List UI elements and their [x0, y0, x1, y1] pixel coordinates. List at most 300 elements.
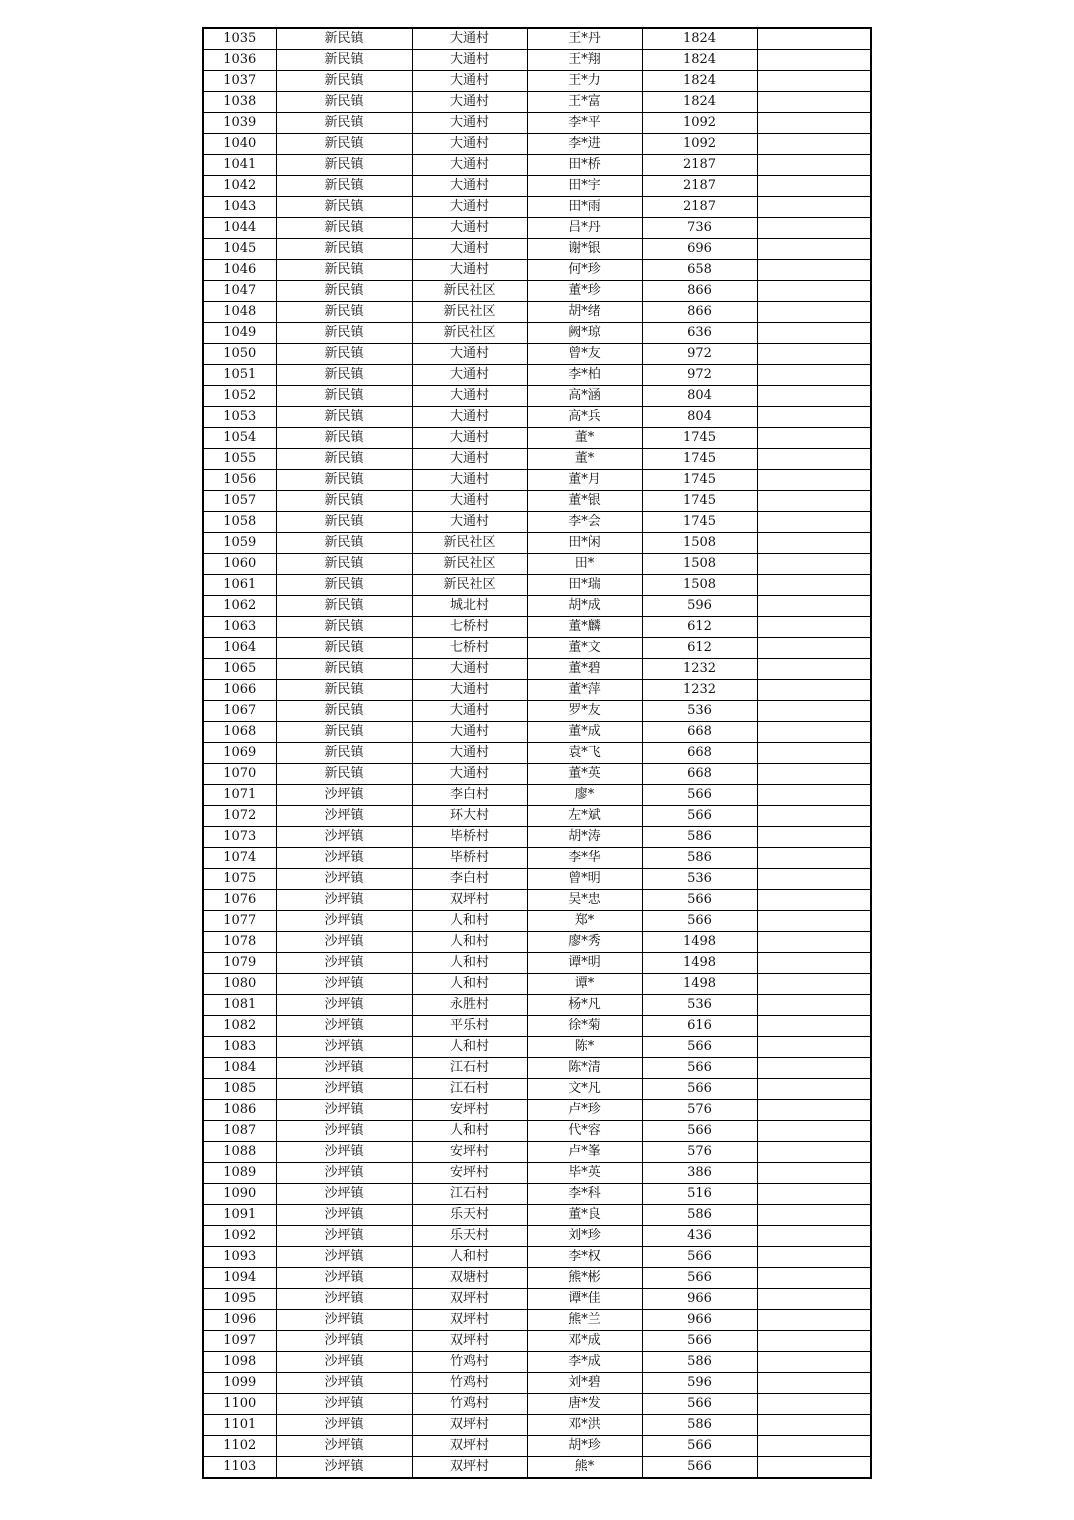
amount-cell: 586	[642, 1415, 757, 1436]
remark-cell	[757, 1436, 871, 1457]
table-row	[203, 344, 871, 365]
name-cell: 王*富	[527, 92, 642, 113]
town-cell: 新民镇	[276, 659, 412, 680]
serial-number-cell: 1041	[203, 155, 276, 176]
name-cell: 吕*丹	[527, 218, 642, 239]
village-cell: 大通村	[412, 386, 527, 407]
town-cell: 新民镇	[276, 722, 412, 743]
remark-cell	[757, 491, 871, 512]
town-cell: 沙坪镇	[276, 1331, 412, 1352]
serial-number-cell: 1053	[203, 407, 276, 428]
amount-cell: 1745	[642, 491, 757, 512]
town-cell: 新民镇	[276, 596, 412, 617]
serial-number-cell: 1036	[203, 50, 276, 71]
table-row	[203, 764, 871, 785]
serial-number-cell: 1057	[203, 491, 276, 512]
town-cell: 沙坪镇	[276, 806, 412, 827]
table-row	[203, 974, 871, 995]
village-cell: 七桥村	[412, 638, 527, 659]
name-cell: 吴*忠	[527, 890, 642, 911]
amount-cell: 576	[642, 1142, 757, 1163]
amount-cell: 866	[642, 302, 757, 323]
remark-cell	[757, 1289, 871, 1310]
table-row	[203, 701, 871, 722]
amount-cell: 966	[642, 1289, 757, 1310]
table-row	[203, 302, 871, 323]
town-cell: 新民镇	[276, 407, 412, 428]
amount-cell: 586	[642, 1352, 757, 1373]
town-cell: 新民镇	[276, 533, 412, 554]
remark-cell	[757, 953, 871, 974]
remark-cell	[757, 1331, 871, 1352]
table-row	[203, 1205, 871, 1226]
name-cell: 罗*友	[527, 701, 642, 722]
name-cell: 董*月	[527, 470, 642, 491]
table-row	[203, 1289, 871, 1310]
amount-cell: 566	[642, 1436, 757, 1457]
serial-number-cell: 1069	[203, 743, 276, 764]
table-row	[203, 1331, 871, 1352]
serial-number-cell: 1042	[203, 176, 276, 197]
town-cell: 新民镇	[276, 50, 412, 71]
amount-cell: 636	[642, 323, 757, 344]
name-cell: 董*	[527, 449, 642, 470]
name-cell: 陈*清	[527, 1058, 642, 1079]
village-cell: 江石村	[412, 1079, 527, 1100]
serial-number-cell: 1043	[203, 197, 276, 218]
amount-cell: 866	[642, 281, 757, 302]
name-cell: 熊*	[527, 1457, 642, 1479]
remark-cell	[757, 323, 871, 344]
serial-number-cell: 1076	[203, 890, 276, 911]
town-cell: 新民镇	[276, 28, 412, 50]
village-cell: 乐天村	[412, 1226, 527, 1247]
table-row	[203, 848, 871, 869]
village-cell: 人和村	[412, 1121, 527, 1142]
table-row	[203, 197, 871, 218]
serial-number-cell: 1101	[203, 1415, 276, 1436]
village-cell: 双坪村	[412, 1457, 527, 1479]
remark-cell	[757, 71, 871, 92]
village-cell: 大通村	[412, 218, 527, 239]
town-cell: 沙坪镇	[276, 1205, 412, 1226]
town-cell: 沙坪镇	[276, 1394, 412, 1415]
town-cell: 新民镇	[276, 743, 412, 764]
town-cell: 沙坪镇	[276, 1310, 412, 1331]
serial-number-cell: 1070	[203, 764, 276, 785]
remark-cell	[757, 1310, 871, 1331]
town-cell: 新民镇	[276, 386, 412, 407]
amount-cell: 566	[642, 1121, 757, 1142]
name-cell: 谭*明	[527, 953, 642, 974]
name-cell: 王*丹	[527, 28, 642, 50]
remark-cell	[757, 1247, 871, 1268]
town-cell: 新民镇	[276, 113, 412, 134]
name-cell: 田*	[527, 554, 642, 575]
remark-cell	[757, 1016, 871, 1037]
serial-number-cell: 1035	[203, 28, 276, 50]
village-cell: 江石村	[412, 1058, 527, 1079]
amount-cell: 566	[642, 1079, 757, 1100]
village-cell: 大通村	[412, 176, 527, 197]
serial-number-cell: 1040	[203, 134, 276, 155]
village-cell: 安坪村	[412, 1100, 527, 1121]
amount-cell: 612	[642, 638, 757, 659]
name-cell: 李*进	[527, 134, 642, 155]
amount-cell: 658	[642, 260, 757, 281]
serial-number-cell: 1049	[203, 323, 276, 344]
village-cell: 大通村	[412, 113, 527, 134]
village-cell: 竹鸡村	[412, 1352, 527, 1373]
amount-cell: 566	[642, 785, 757, 806]
amount-cell: 668	[642, 743, 757, 764]
village-cell: 双坪村	[412, 1436, 527, 1457]
village-cell: 双坪村	[412, 1331, 527, 1352]
town-cell: 新民镇	[276, 134, 412, 155]
remark-cell	[757, 155, 871, 176]
name-cell: 董*麟	[527, 617, 642, 638]
name-cell: 熊*彬	[527, 1268, 642, 1289]
village-cell: 七桥村	[412, 617, 527, 638]
name-cell: 文*凡	[527, 1079, 642, 1100]
table-row	[203, 323, 871, 344]
remark-cell	[757, 428, 871, 449]
remark-cell	[757, 92, 871, 113]
remark-cell	[757, 386, 871, 407]
village-cell: 新民社区	[412, 302, 527, 323]
amount-cell: 1824	[642, 28, 757, 50]
name-cell: 邓*成	[527, 1331, 642, 1352]
remark-cell	[757, 827, 871, 848]
amount-cell: 966	[642, 1310, 757, 1331]
serial-number-cell: 1097	[203, 1331, 276, 1352]
table-row	[203, 1457, 871, 1479]
village-cell: 新民社区	[412, 281, 527, 302]
serial-number-cell: 1094	[203, 1268, 276, 1289]
serial-number-cell: 1050	[203, 344, 276, 365]
village-cell: 大通村	[412, 470, 527, 491]
remark-cell	[757, 197, 871, 218]
serial-number-cell: 1074	[203, 848, 276, 869]
amount-cell: 1498	[642, 953, 757, 974]
town-cell: 沙坪镇	[276, 1163, 412, 1184]
village-cell: 竹鸡村	[412, 1394, 527, 1415]
village-cell: 大通村	[412, 239, 527, 260]
amount-cell: 1498	[642, 932, 757, 953]
village-cell: 新民社区	[412, 575, 527, 596]
amount-cell: 536	[642, 869, 757, 890]
amount-cell: 2187	[642, 155, 757, 176]
amount-cell: 1745	[642, 512, 757, 533]
town-cell: 沙坪镇	[276, 785, 412, 806]
village-cell: 大通村	[412, 155, 527, 176]
serial-number-cell: 1090	[203, 1184, 276, 1205]
serial-number-cell: 1083	[203, 1037, 276, 1058]
town-cell: 新民镇	[276, 470, 412, 491]
amount-cell: 736	[642, 218, 757, 239]
town-cell: 沙坪镇	[276, 1373, 412, 1394]
serial-number-cell: 1058	[203, 512, 276, 533]
town-cell: 沙坪镇	[276, 1058, 412, 1079]
name-cell: 郑*	[527, 911, 642, 932]
town-cell: 新民镇	[276, 197, 412, 218]
name-cell: 何*珍	[527, 260, 642, 281]
amount-cell: 596	[642, 596, 757, 617]
serial-number-cell: 1073	[203, 827, 276, 848]
remark-cell	[757, 785, 871, 806]
serial-number-cell: 1102	[203, 1436, 276, 1457]
table-row	[203, 806, 871, 827]
amount-cell: 586	[642, 827, 757, 848]
town-cell: 新民镇	[276, 365, 412, 386]
remark-cell	[757, 1268, 871, 1289]
serial-number-cell: 1044	[203, 218, 276, 239]
table-row	[203, 1415, 871, 1436]
serial-number-cell: 1084	[203, 1058, 276, 1079]
name-cell: 王*力	[527, 71, 642, 92]
remark-cell	[757, 1079, 871, 1100]
village-cell: 大通村	[412, 722, 527, 743]
table-row	[203, 428, 871, 449]
table-row	[203, 827, 871, 848]
table-row	[203, 386, 871, 407]
name-cell: 刘*珍	[527, 1226, 642, 1247]
remark-cell	[757, 806, 871, 827]
data-table	[202, 27, 872, 1479]
town-cell: 沙坪镇	[276, 1289, 412, 1310]
village-cell: 永胜村	[412, 995, 527, 1016]
remark-cell	[757, 680, 871, 701]
village-cell: 大通村	[412, 449, 527, 470]
amount-cell: 2187	[642, 197, 757, 218]
town-cell: 沙坪镇	[276, 1016, 412, 1037]
town-cell: 沙坪镇	[276, 953, 412, 974]
serial-number-cell: 1062	[203, 596, 276, 617]
remark-cell	[757, 554, 871, 575]
village-cell: 毕桥村	[412, 848, 527, 869]
name-cell: 杨*凡	[527, 995, 642, 1016]
table-row	[203, 932, 871, 953]
town-cell: 沙坪镇	[276, 869, 412, 890]
table-row	[203, 218, 871, 239]
village-cell: 竹鸡村	[412, 1373, 527, 1394]
name-cell: 代*容	[527, 1121, 642, 1142]
village-cell: 安坪村	[412, 1142, 527, 1163]
town-cell: 沙坪镇	[276, 890, 412, 911]
name-cell: 董*良	[527, 1205, 642, 1226]
town-cell: 沙坪镇	[276, 1415, 412, 1436]
village-cell: 双坪村	[412, 1310, 527, 1331]
amount-cell: 566	[642, 806, 757, 827]
remark-cell	[757, 932, 871, 953]
town-cell: 新民镇	[276, 302, 412, 323]
name-cell: 胡*成	[527, 596, 642, 617]
table-row	[203, 71, 871, 92]
amount-cell: 536	[642, 995, 757, 1016]
amount-cell: 612	[642, 617, 757, 638]
town-cell: 沙坪镇	[276, 848, 412, 869]
town-cell: 新民镇	[276, 701, 412, 722]
village-cell: 人和村	[412, 1037, 527, 1058]
table-row	[203, 1142, 871, 1163]
table-row	[203, 281, 871, 302]
remark-cell	[757, 281, 871, 302]
name-cell: 李*平	[527, 113, 642, 134]
serial-number-cell: 1066	[203, 680, 276, 701]
remark-cell	[757, 890, 871, 911]
town-cell: 沙坪镇	[276, 1226, 412, 1247]
village-cell: 大通村	[412, 50, 527, 71]
village-cell: 大通村	[412, 680, 527, 701]
name-cell: 高*兵	[527, 407, 642, 428]
amount-cell: 436	[642, 1226, 757, 1247]
amount-cell: 566	[642, 1394, 757, 1415]
village-cell: 大通村	[412, 92, 527, 113]
serial-number-cell: 1063	[203, 617, 276, 638]
remark-cell	[757, 1037, 871, 1058]
name-cell: 熊*兰	[527, 1310, 642, 1331]
serial-number-cell: 1091	[203, 1205, 276, 1226]
town-cell: 新民镇	[276, 92, 412, 113]
village-cell: 大通村	[412, 428, 527, 449]
town-cell: 新民镇	[276, 638, 412, 659]
serial-number-cell: 1092	[203, 1226, 276, 1247]
table-row	[203, 1121, 871, 1142]
table-row	[203, 596, 871, 617]
amount-cell: 586	[642, 1205, 757, 1226]
serial-number-cell: 1086	[203, 1100, 276, 1121]
table-row	[203, 407, 871, 428]
table-row	[203, 785, 871, 806]
amount-cell: 972	[642, 365, 757, 386]
amount-cell: 616	[642, 1016, 757, 1037]
remark-cell	[757, 218, 871, 239]
serial-number-cell: 1060	[203, 554, 276, 575]
amount-cell: 696	[642, 239, 757, 260]
amount-cell: 1745	[642, 428, 757, 449]
amount-cell: 566	[642, 1331, 757, 1352]
town-cell: 新民镇	[276, 575, 412, 596]
table-row	[203, 1373, 871, 1394]
serial-number-cell: 1075	[203, 869, 276, 890]
village-cell: 大通村	[412, 764, 527, 785]
town-cell: 新民镇	[276, 491, 412, 512]
table-row	[203, 1163, 871, 1184]
amount-cell: 2187	[642, 176, 757, 197]
village-cell: 大通村	[412, 260, 527, 281]
table-row	[203, 890, 871, 911]
table-row	[203, 911, 871, 932]
name-cell: 田*桥	[527, 155, 642, 176]
amount-cell: 566	[642, 1247, 757, 1268]
name-cell: 袁*飞	[527, 743, 642, 764]
name-cell: 曾*友	[527, 344, 642, 365]
name-cell: 毕*英	[527, 1163, 642, 1184]
table-row	[203, 1352, 871, 1373]
town-cell: 沙坪镇	[276, 974, 412, 995]
table-row	[203, 869, 871, 890]
town-cell: 新民镇	[276, 218, 412, 239]
name-cell: 董*文	[527, 638, 642, 659]
table-row	[203, 512, 871, 533]
remark-cell	[757, 575, 871, 596]
town-cell: 新民镇	[276, 176, 412, 197]
table-row	[203, 155, 871, 176]
town-cell: 新民镇	[276, 323, 412, 344]
village-cell: 新民社区	[412, 533, 527, 554]
remark-cell	[757, 1457, 871, 1479]
village-cell: 李白村	[412, 869, 527, 890]
serial-number-cell: 1079	[203, 953, 276, 974]
table-row	[203, 260, 871, 281]
remark-cell	[757, 974, 871, 995]
remark-cell	[757, 365, 871, 386]
table-row	[203, 1058, 871, 1079]
remark-cell	[757, 407, 871, 428]
town-cell: 新民镇	[276, 554, 412, 575]
name-cell: 曾*明	[527, 869, 642, 890]
village-cell: 大通村	[412, 743, 527, 764]
amount-cell: 566	[642, 1058, 757, 1079]
name-cell: 唐*发	[527, 1394, 642, 1415]
village-cell: 双坪村	[412, 890, 527, 911]
town-cell: 沙坪镇	[276, 1100, 412, 1121]
serial-number-cell: 1098	[203, 1352, 276, 1373]
remark-cell	[757, 239, 871, 260]
table-row	[203, 1436, 871, 1457]
village-cell: 双坪村	[412, 1415, 527, 1436]
village-cell: 人和村	[412, 974, 527, 995]
serial-number-cell: 1047	[203, 281, 276, 302]
table-row	[203, 554, 871, 575]
table-row	[203, 995, 871, 1016]
remark-cell	[757, 1373, 871, 1394]
village-cell: 大通村	[412, 365, 527, 386]
town-cell: 新民镇	[276, 260, 412, 281]
village-cell: 大通村	[412, 71, 527, 92]
table-row	[203, 1100, 871, 1121]
amount-cell: 566	[642, 890, 757, 911]
serial-number-cell: 1068	[203, 722, 276, 743]
town-cell: 新民镇	[276, 512, 412, 533]
serial-number-cell: 1071	[203, 785, 276, 806]
remark-cell	[757, 743, 871, 764]
amount-cell: 386	[642, 1163, 757, 1184]
serial-number-cell: 1055	[203, 449, 276, 470]
serial-number-cell: 1052	[203, 386, 276, 407]
table-row	[203, 1247, 871, 1268]
town-cell: 沙坪镇	[276, 1352, 412, 1373]
remark-cell	[757, 512, 871, 533]
town-cell: 沙坪镇	[276, 995, 412, 1016]
name-cell: 陈*	[527, 1037, 642, 1058]
remark-cell	[757, 638, 871, 659]
serial-number-cell: 1077	[203, 911, 276, 932]
serial-number-cell: 1103	[203, 1457, 276, 1479]
remark-cell	[757, 596, 871, 617]
table-row	[203, 680, 871, 701]
village-cell: 大通村	[412, 197, 527, 218]
serial-number-cell: 1059	[203, 533, 276, 554]
table-row	[203, 953, 871, 974]
serial-number-cell: 1048	[203, 302, 276, 323]
table-row	[203, 92, 871, 113]
village-cell: 大通村	[412, 659, 527, 680]
table-row	[203, 1226, 871, 1247]
remark-cell	[757, 722, 871, 743]
amount-cell: 668	[642, 722, 757, 743]
name-cell: 董*珍	[527, 281, 642, 302]
